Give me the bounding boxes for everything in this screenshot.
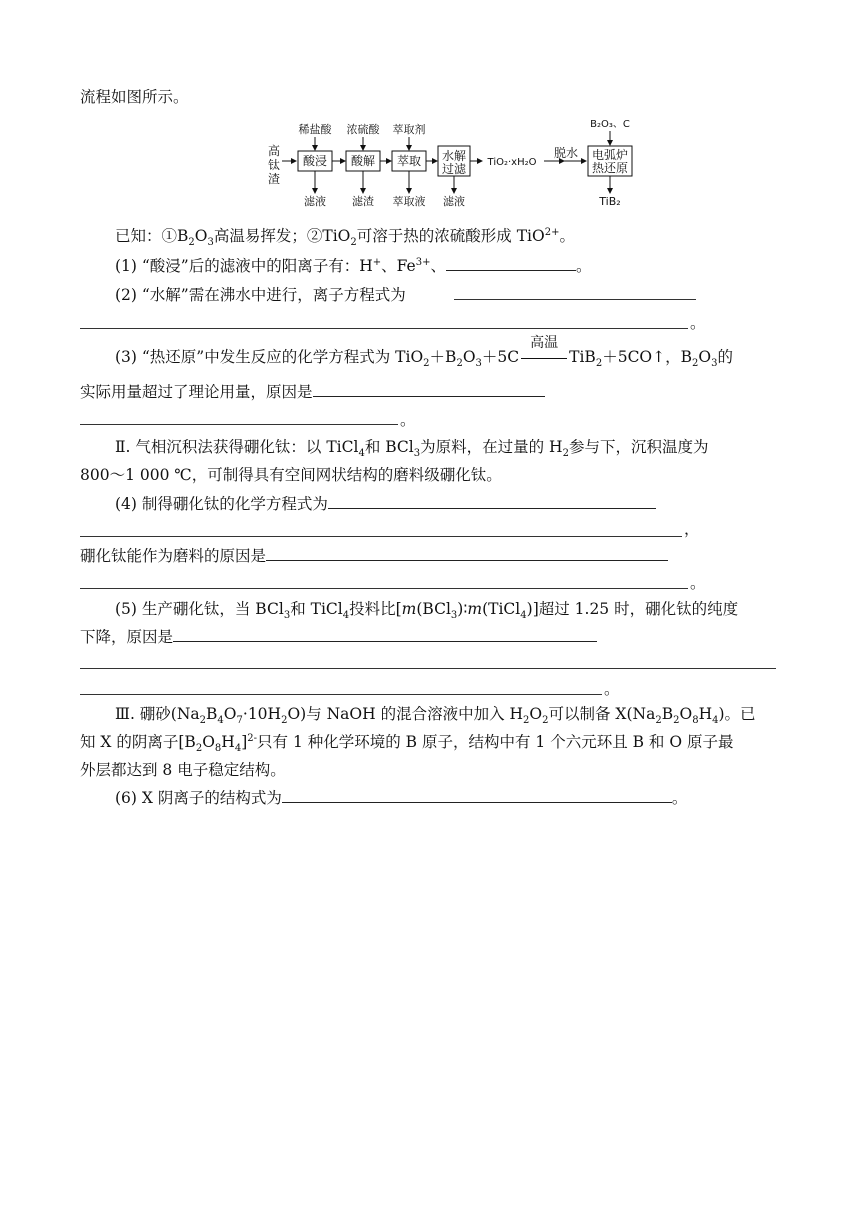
answer-blank-q5b[interactable] xyxy=(80,668,776,669)
question-3: (3) “热还原”中发生反应的化学方程式为 $TiO_2+B_2O_3+5C$ 高温 TiB$_2$＋5CO↑，$B_2O_3$的 xyxy=(115,335,733,370)
reaction-condition: 高温 xyxy=(519,346,569,368)
flow-start-label: 高 xyxy=(267,144,281,158)
flow-start-label: 渣 xyxy=(267,172,281,186)
flow-output: TiB₂ xyxy=(599,195,621,208)
section-3-line2: 知 X 的阴离子$[B_2O_8H_4]^{2-}$只有 1 种化学环境的 B 原子，结构中有 1 个六元环且 B 和 O 原子最 xyxy=(80,732,734,755)
answer-blank-q4c[interactable] xyxy=(266,544,668,561)
flow-box-label: 萃取 xyxy=(396,154,422,168)
intro-text: 流程如图所示。 xyxy=(80,88,189,106)
q4-end: 。 xyxy=(690,574,706,592)
answer-blank-q5c[interactable] xyxy=(80,694,602,695)
answer-blank-q6[interactable] xyxy=(282,786,672,803)
flow-step-label: 脱水 xyxy=(553,146,579,160)
q5-end: 。 xyxy=(604,680,620,698)
flow-box-label: 酸浸 xyxy=(302,154,328,168)
known-conditions: 已知：$①B_2O_3$高温易挥发；②TiO$_2$可溶于热的浓硫酸形成 TiO$^{2+}$。 xyxy=(115,226,575,249)
answer-blank-q4a[interactable] xyxy=(328,492,656,509)
flow-box-label: 酸解 xyxy=(350,154,376,168)
q3-end: 。 xyxy=(400,411,416,429)
answer-blank-q1[interactable] xyxy=(446,254,576,271)
answer-blank-q2a[interactable] xyxy=(454,299,696,300)
flow-box-label: 电弧炉 xyxy=(591,148,629,162)
question-2: (2) “水解”需在沸水中进行，离子方程式为 xyxy=(115,286,406,304)
flow-reagent: 浓硫酸 xyxy=(346,123,380,136)
question-4: (4) 制得硼化钛的化学方程式为 xyxy=(115,492,656,515)
section-3: Ⅲ. 硼砂$(Na_2B_4O_7\cdot 10H_2O)$与 NaOH 的混合溶液中加入 $H_2O_2$可以制备 $X(Na_2B_2O_8H_4)$。已 xyxy=(115,705,756,727)
section-2-line2: 800～1 000 ℃，可制得具有空间网状结构的磨料级硼化钛。 xyxy=(80,466,502,484)
flow-output: 萃取液 xyxy=(392,195,426,208)
q2-end: 。 xyxy=(690,314,706,332)
section-3-line3: 外层都达到 8 电子稳定结构。 xyxy=(80,761,286,779)
flow-box-label: 热还原 xyxy=(591,161,629,175)
question-5-line2: 下降，原因是 xyxy=(80,625,597,648)
flow-box-label: 过滤 xyxy=(441,162,467,176)
flow-output: 滤液 xyxy=(304,195,326,208)
flow-start-label: 钛 xyxy=(267,158,281,172)
flow-intermediate: TiO₂·xH₂O xyxy=(487,157,537,168)
answer-blank-q4d[interactable] xyxy=(80,588,688,589)
flow-output: 滤液 xyxy=(443,195,465,208)
question-5: (5) 生产硼化钛，当 BCl$_3$和 TiCl$_4$投料比[m(BCl$_3$)∶m(TiCl$_4$)]超过 1.25 时，硼化钛的纯度 xyxy=(115,600,739,622)
question-6: (6) X 阴离子的结构式为 。 xyxy=(115,786,687,809)
flow-reagent: 萃取剂 xyxy=(392,123,426,136)
flow-output: 滤渣 xyxy=(352,195,374,208)
section-2: Ⅱ. 气相沉积法获得硼化钛：以 TiCl$_4$和 BCl$_3$为原料，在过量的 $H_2$参与下，沉积温度为 xyxy=(115,438,709,460)
flow-box-label: 水解 xyxy=(441,149,467,163)
answer-blank-q3a[interactable] xyxy=(313,380,545,397)
answer-blank-q4b[interactable] xyxy=(80,536,682,537)
answer-blank-q3b[interactable] xyxy=(80,424,398,425)
answer-blank-q2b[interactable] xyxy=(80,328,688,329)
question-4-part2: 硼化钛能作为磨料的原因是 xyxy=(80,544,668,567)
question-1: (1) “酸浸”后的滤液中的阳离子有：H+、$Fe^{3+}$、 。 xyxy=(115,254,592,277)
process-flow-diagram xyxy=(262,113,672,213)
answer-blank-q5a[interactable] xyxy=(173,625,597,642)
flow-reagent: 稀盐酸 xyxy=(298,123,332,136)
q4-comma: ， xyxy=(684,520,700,538)
flow-reagent: B₂O₃、C xyxy=(590,119,630,130)
question-3-line2: 实际用量超过了理论用量，原因是 xyxy=(80,380,545,403)
